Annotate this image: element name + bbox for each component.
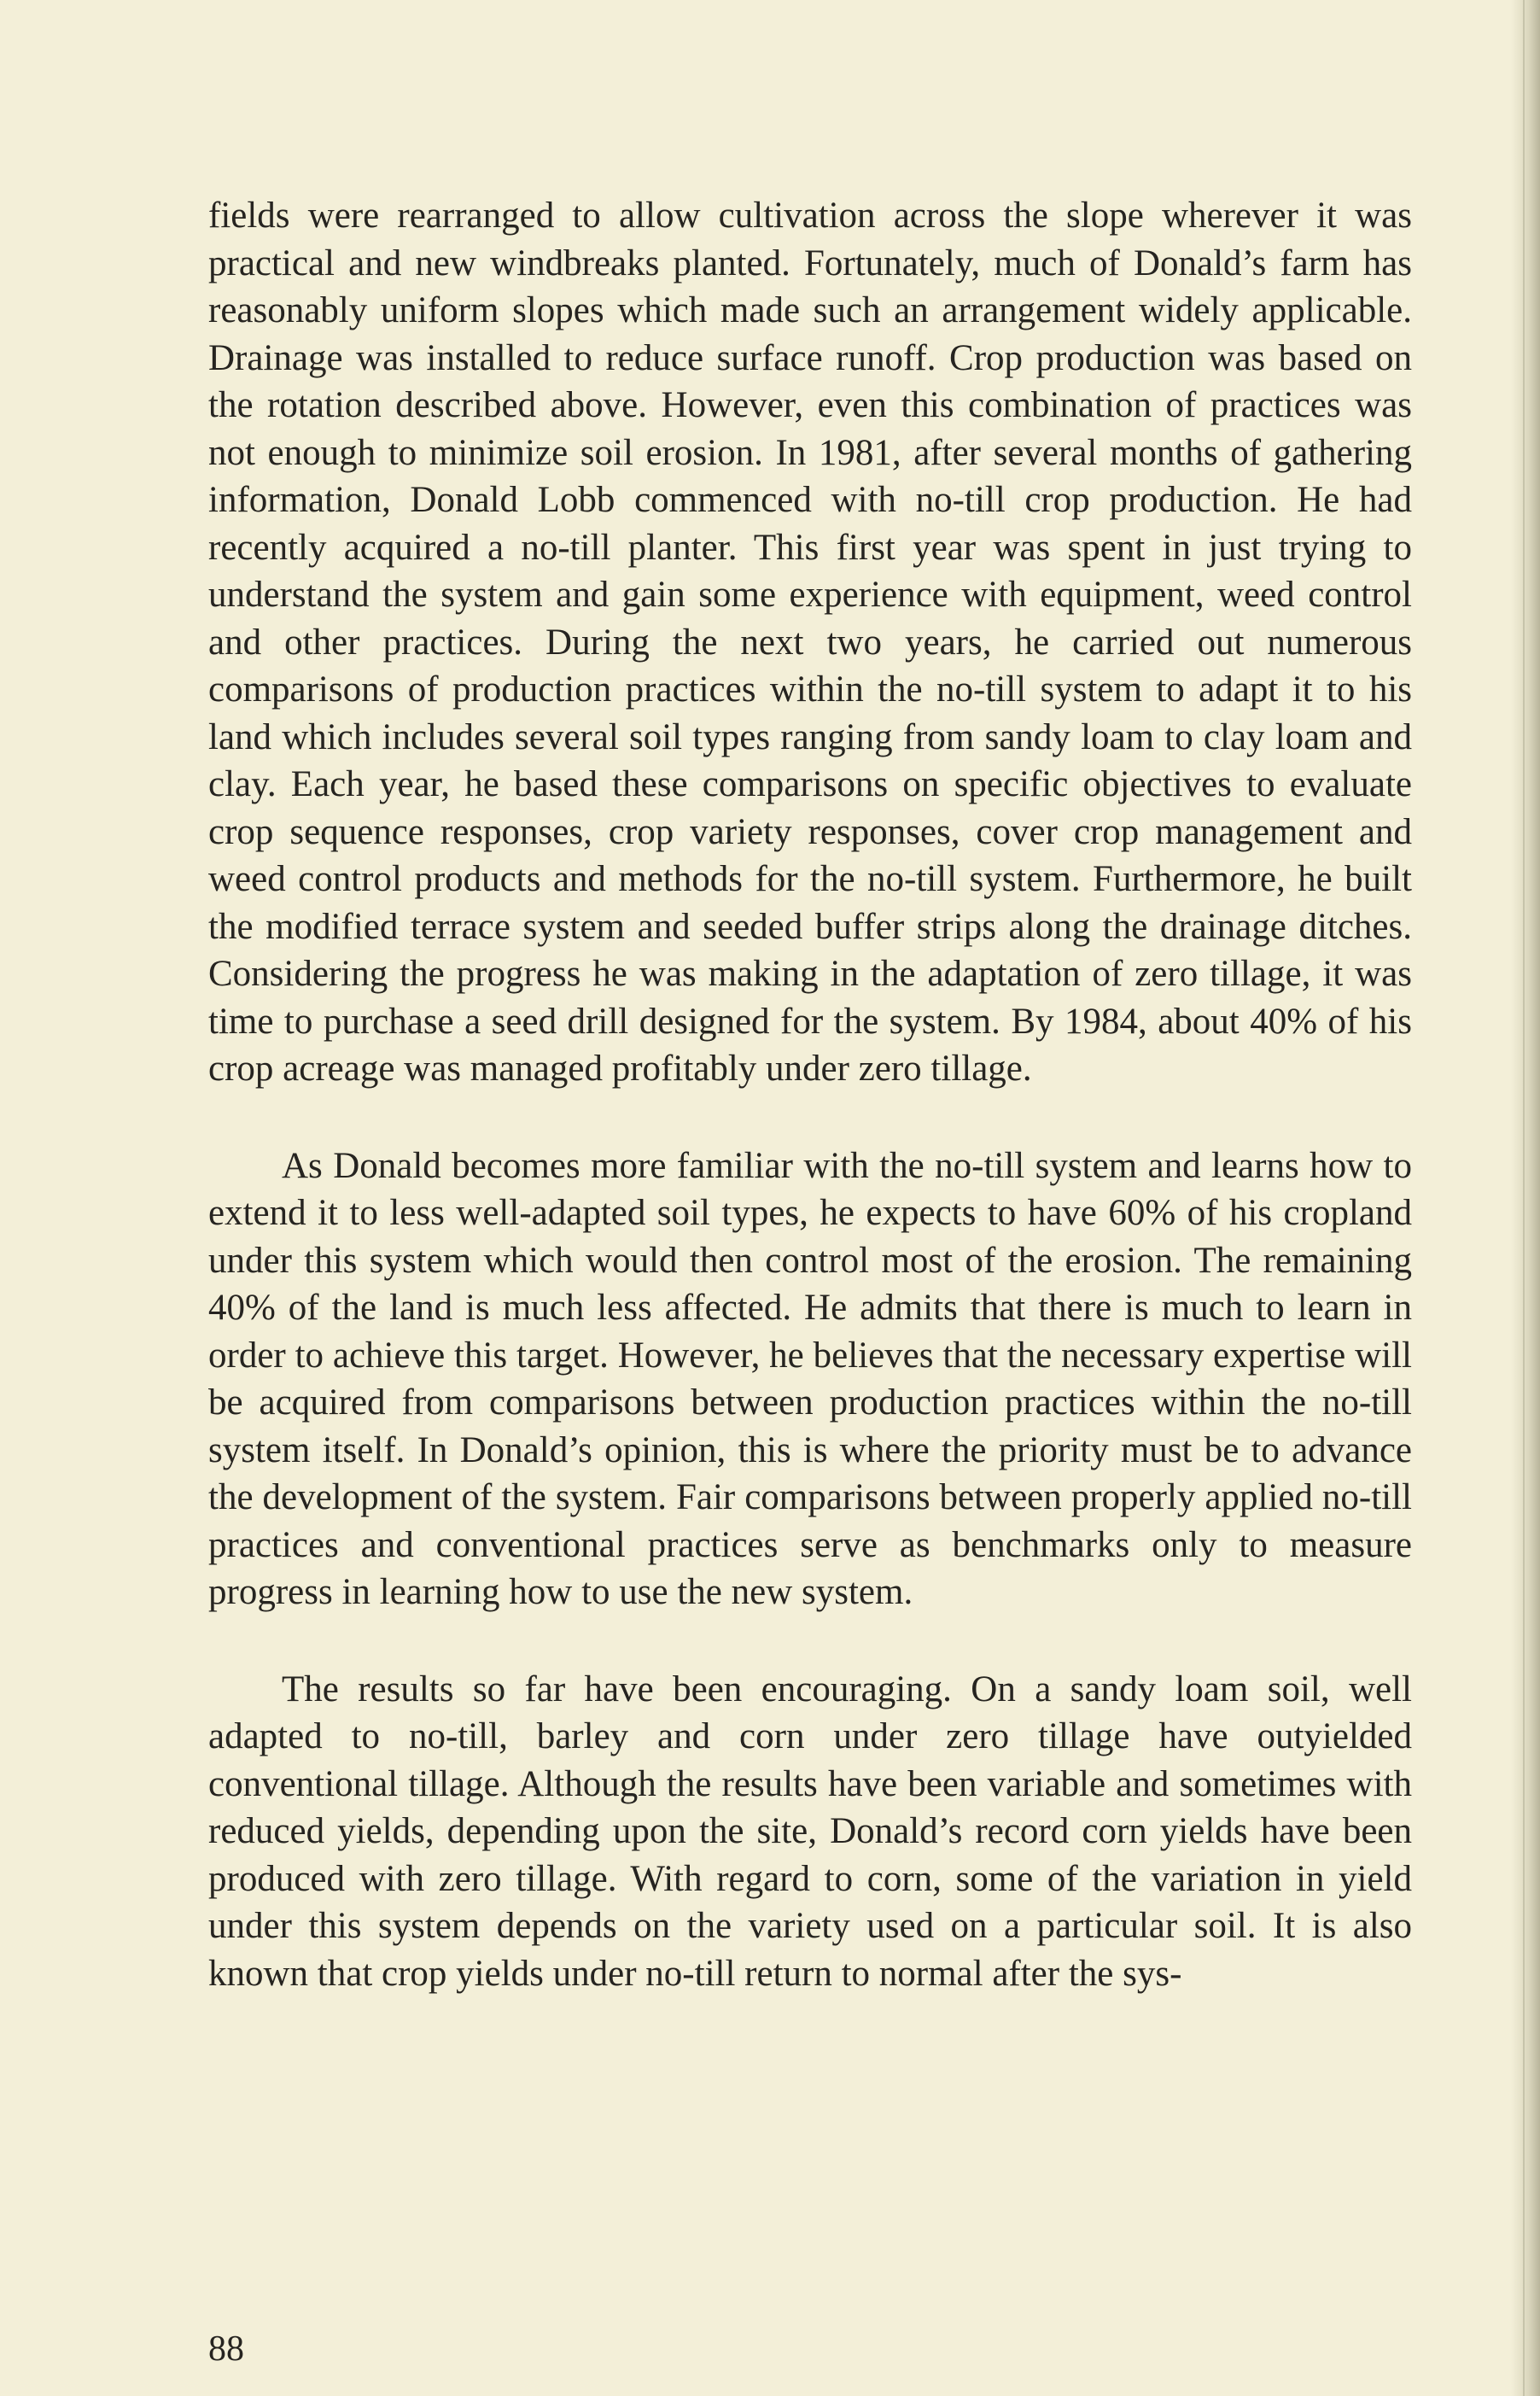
page-edge	[1523, 0, 1525, 2396]
paragraph-1: fields were rearranged to allow cultivation across the slope wherever it was practical and new windbreaks planted. Fortunately, much of Donald’s farm has reasonably uniform slopes which made such an arrangement widely applicable. Drainage was installed to reduce surface runoff. Crop production was based on the rotation described above. However, even this combination of practices was not enough to minimize soil erosion. In 1981, after several months of gathering information, Donald Lobb commenced with no-till crop production. He had recently acquired a no-till planter. This first year was spent in just trying to understand the system and gain some experience with equipment, weed control and other practices. During the next two years, he carried out numerous comparisons of production practices within the no-till system to adapt it to his land which includes several soil types ranging from sandy loam to clay loam and clay. Each year, he based these comparisons on specific objectives to evaluate crop sequence responses, crop variety responses, cover crop management and weed control products and methods for the no-till system. Furthermore, he built the modified terrace system and seeded buffer strips along the drainage ditches. Considering the progress he was making in the adaptation of zero tillage, it was time to purchase a seed drill designed for the system. By 1984, about 40% of his crop acreage was managed profitably under zero tillage.	[208, 196, 1412, 1089]
page-gutter-shadow	[1511, 0, 1540, 2396]
body-text	[208, 192, 1412, 1997]
paragraph-3: The results so far have been encouraging. On a sandy loam soil, well adapted to no-till, barley and corn under zero tillage have outyielded conventional tillage. Although the results have been variable and sometimes with reduced yields, depending upon the site, Donald’s record corn yields have been produced with zero tillage. With regard to corn, some of the variation in yield under this system depends on the variety used on a particular soil. It is also known that crop yields under no-till return to normal after the sys-	[208, 1668, 1412, 1994]
paragraph-2: As Donald becomes more familiar with the no-till system and learns how to extend it to less well-adapted soil types, he expects to have 60% of his cropland under this system which would then control most of the erosion. The remaining 40% of the land is much less affected. He admits that there is much to learn in order to achieve this target. However, he believes that the necessary expertise will be acquired from comparisons between production practices within the no-till system itself. In Donald’s opinion, this is where the priority must be to advance the development of the system. Fair comparisons between properly applied no-till practices and conventional practices serve as benchmarks only to measure progress in learning how to use the new system.	[208, 1145, 1412, 1612]
page-number: 88	[208, 2329, 244, 2369]
